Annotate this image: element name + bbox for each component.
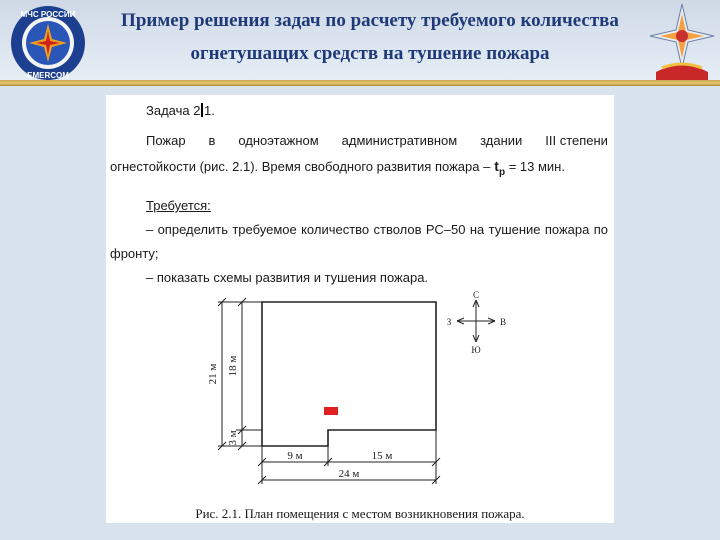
building-outline [262, 302, 436, 446]
compass-north: С [472, 290, 480, 300]
dim-label-total-width: 24 м [338, 468, 360, 480]
page-title [100, 4, 640, 70]
tp-formula [494, 158, 506, 178]
dim-label-lower-height: 3 м [227, 430, 239, 446]
paragraph-line-2 [110, 158, 614, 178]
header-divider [0, 80, 720, 86]
tp-value: = 13 мин. [508, 159, 565, 174]
text-cursor [201, 103, 203, 117]
floor-plan-diagram [106, 290, 614, 500]
dim-label-total-height: 21 м [207, 363, 219, 385]
word: одноэтажном [238, 133, 319, 148]
emercom-star-icon [648, 2, 716, 82]
bullet-1-line-1: – определить требуемое количество стволов РС–50 на тушение пожара по [146, 222, 608, 237]
emblem-text-2: EMERCOM [27, 71, 69, 80]
word: административном [341, 133, 458, 148]
emblem-text: МЧС РОССИИ [20, 10, 76, 19]
compass-east: В [499, 317, 507, 327]
tp-symbol: t [494, 158, 499, 174]
title-line-1: Пример решения задач по расчету требуемого количества [121, 10, 619, 31]
document-page [106, 95, 614, 523]
tp-subscript: р [498, 166, 506, 178]
compass-west: З [446, 317, 452, 327]
emercom-emblem-icon [4, 4, 92, 82]
paragraph-text: огнестойкости (рис. 2.1). Время свободного развития пожара – [110, 159, 491, 174]
word: Пожар [146, 133, 186, 148]
bullet-1-line-2: фронту; [110, 246, 159, 261]
task-number: 1. [203, 103, 215, 118]
compass-south: Ю [471, 345, 481, 355]
title-line-2: огнетушащих средств на тушение пожара [190, 43, 550, 64]
dim-label-upper-height: 18 м [227, 355, 239, 377]
task-heading [146, 103, 614, 118]
figure-caption: Рис. 2.1. План помещения с местом возникновения пожара. [195, 506, 525, 521]
paragraph-line-1 [146, 133, 608, 148]
task-label: Задача 2 [146, 103, 201, 118]
bullet-2: – показать схемы развития и тушения пожара. [146, 270, 429, 285]
word: здании [480, 133, 523, 148]
dim-label-right-width: 15 м [371, 450, 393, 462]
word: в [208, 133, 216, 148]
required-label: Требуется: [146, 198, 211, 213]
fire-origin-marker [324, 407, 338, 415]
dim-label-left-width: 9 м [287, 450, 303, 462]
word: III степени [545, 133, 608, 148]
